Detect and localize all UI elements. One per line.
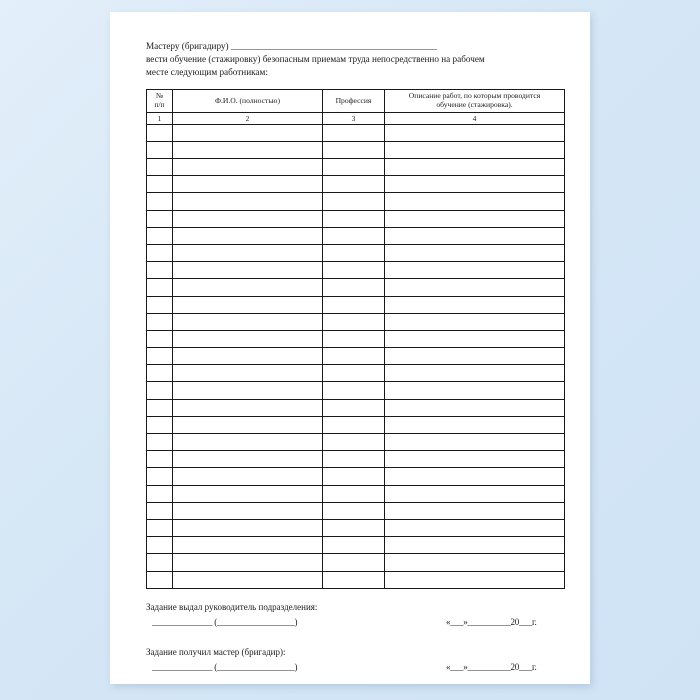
table-cell xyxy=(173,330,323,347)
intro-label: Мастеру (бригадиру) xyxy=(146,41,229,51)
table-row xyxy=(147,159,565,176)
table-cell xyxy=(173,193,323,210)
table-cell xyxy=(173,434,323,451)
table-cell xyxy=(385,313,565,330)
table-cell xyxy=(173,279,323,296)
table-cell xyxy=(323,365,385,382)
table-cell xyxy=(323,382,385,399)
table-body xyxy=(147,124,565,588)
table-row xyxy=(147,571,565,588)
table-cell xyxy=(173,382,323,399)
column-header-number-line2: п/п xyxy=(154,99,165,109)
table-cell xyxy=(385,468,565,485)
table-cell xyxy=(173,485,323,502)
table-cell xyxy=(173,141,323,158)
table-cell xyxy=(385,141,565,158)
table-cell xyxy=(147,502,173,519)
table-cell xyxy=(147,296,173,313)
table-cell xyxy=(385,502,565,519)
intro-line-2: вести обучение (стажировку) безопасным приемам труда непосредственно на рабочем xyxy=(146,54,485,65)
table-cell xyxy=(385,124,565,141)
table-row xyxy=(147,468,565,485)
column-header-fullname: Ф.И.О. (полностью) xyxy=(173,90,323,112)
column-header-description-line1: Описание работ, по которым проводится xyxy=(408,91,541,101)
column-header-description-line2: обучение (стажировка). xyxy=(436,99,513,109)
table-cell xyxy=(173,313,323,330)
table-row xyxy=(147,434,565,451)
table-row xyxy=(147,382,565,399)
table-cell xyxy=(147,571,173,588)
table-row xyxy=(147,348,565,365)
table-cell xyxy=(323,348,385,365)
table-cell xyxy=(323,485,385,502)
table-cell xyxy=(323,313,385,330)
footer-issued-signature: ______________ (__________________) xyxy=(152,616,298,627)
table-row xyxy=(147,244,565,261)
table-row xyxy=(147,124,565,141)
table-cell xyxy=(385,416,565,433)
table-row xyxy=(147,313,565,330)
table-cell xyxy=(385,296,565,313)
table-cell xyxy=(173,159,323,176)
table-row xyxy=(147,296,565,313)
table-cell xyxy=(173,571,323,588)
number-cell-3: 3 xyxy=(323,112,385,124)
table-cell xyxy=(323,193,385,210)
table-cell xyxy=(385,554,565,571)
table-cell xyxy=(147,279,173,296)
table-cell xyxy=(173,399,323,416)
table-cell xyxy=(147,313,173,330)
table-cell xyxy=(147,537,173,554)
table-cell xyxy=(147,434,173,451)
table-cell xyxy=(147,227,173,244)
table-cell xyxy=(323,399,385,416)
table-cell xyxy=(323,468,385,485)
intro-line-3: месте следующим работникам: xyxy=(146,67,268,78)
table-cell xyxy=(385,382,565,399)
table-row xyxy=(147,141,565,158)
table-cell xyxy=(385,571,565,588)
table-number-row xyxy=(147,112,565,124)
table-cell xyxy=(323,262,385,279)
table-row xyxy=(147,485,565,502)
table-cell xyxy=(147,244,173,261)
table-cell xyxy=(385,330,565,347)
table-cell xyxy=(147,382,173,399)
table-cell xyxy=(147,519,173,536)
table-cell xyxy=(323,416,385,433)
table-row xyxy=(147,330,565,347)
table-cell xyxy=(385,451,565,468)
table-cell xyxy=(323,434,385,451)
table-cell xyxy=(147,124,173,141)
footer-received-date: «___»__________20___г. xyxy=(446,661,537,672)
table-cell xyxy=(323,502,385,519)
table-cell xyxy=(323,210,385,227)
table-cell xyxy=(147,262,173,279)
table-cell xyxy=(173,176,323,193)
table-cell xyxy=(385,399,565,416)
table-cell xyxy=(147,141,173,158)
table-cell xyxy=(147,485,173,502)
table-cell xyxy=(147,193,173,210)
workers-table xyxy=(146,89,565,589)
table-cell xyxy=(147,330,173,347)
footer-received-row xyxy=(146,662,568,675)
footer-block-issued xyxy=(146,602,568,630)
table-cell xyxy=(385,227,565,244)
table-header-row xyxy=(147,90,565,112)
column-header-number xyxy=(147,90,173,112)
table-cell xyxy=(173,227,323,244)
table-row xyxy=(147,554,565,571)
footer-block-received xyxy=(146,647,568,675)
table-cell xyxy=(385,279,565,296)
table-cell xyxy=(173,416,323,433)
table-cell xyxy=(147,210,173,227)
table-cell xyxy=(323,227,385,244)
page-content xyxy=(146,40,568,692)
table-cell xyxy=(385,210,565,227)
document-footer xyxy=(146,602,568,675)
intro-line-1 xyxy=(146,40,568,53)
table-cell xyxy=(385,434,565,451)
table-cell xyxy=(173,296,323,313)
table-cell xyxy=(147,365,173,382)
table-cell xyxy=(173,262,323,279)
table-cell xyxy=(147,348,173,365)
table-cell xyxy=(385,365,565,382)
table-cell xyxy=(323,244,385,261)
table-cell xyxy=(173,451,323,468)
footer-issued-date: «___»__________20___г. xyxy=(446,616,537,627)
table-cell xyxy=(323,176,385,193)
table-row xyxy=(147,502,565,519)
table-cell xyxy=(173,537,323,554)
table-cell xyxy=(385,193,565,210)
table-row xyxy=(147,227,565,244)
table-row xyxy=(147,176,565,193)
table-cell xyxy=(323,554,385,571)
table-row xyxy=(147,262,565,279)
table-cell xyxy=(385,519,565,536)
table-cell xyxy=(173,124,323,141)
column-header-description xyxy=(385,90,565,112)
table-cell xyxy=(173,554,323,571)
table-cell xyxy=(147,468,173,485)
table-cell xyxy=(173,365,323,382)
footer-received-signature: ______________ (__________________) xyxy=(152,661,298,672)
table-cell xyxy=(323,159,385,176)
table-cell xyxy=(323,451,385,468)
table-row xyxy=(147,193,565,210)
table-cell xyxy=(147,176,173,193)
table-cell xyxy=(385,485,565,502)
table-cell xyxy=(147,416,173,433)
table-cell xyxy=(323,279,385,296)
table-cell xyxy=(323,296,385,313)
table-cell xyxy=(323,141,385,158)
footer-received-title: Задание получил мастер (бригадир): xyxy=(146,646,286,657)
table-cell xyxy=(323,124,385,141)
table-cell xyxy=(147,451,173,468)
footer-issued-title: Задание выдал руководитель подразделения: xyxy=(146,601,318,612)
table-cell xyxy=(147,159,173,176)
table-row xyxy=(147,451,565,468)
number-cell-2: 2 xyxy=(173,112,323,124)
table-row xyxy=(147,416,565,433)
table-cell xyxy=(173,468,323,485)
intro-paragraph xyxy=(146,40,568,79)
table-cell xyxy=(385,262,565,279)
table-cell xyxy=(323,537,385,554)
document-page xyxy=(110,12,590,684)
table-row xyxy=(147,210,565,227)
table-cell xyxy=(385,159,565,176)
table-cell xyxy=(385,244,565,261)
table-row xyxy=(147,279,565,296)
table-cell xyxy=(173,244,323,261)
intro-blank-line: _________________________________________________ xyxy=(230,41,437,51)
table-cell xyxy=(173,502,323,519)
table-cell xyxy=(147,399,173,416)
column-header-profession: Профессия xyxy=(323,90,385,112)
table-cell xyxy=(385,537,565,554)
table-row xyxy=(147,537,565,554)
table-row xyxy=(147,399,565,416)
number-cell-1: 1 xyxy=(147,112,173,124)
table-cell xyxy=(323,330,385,347)
table-cell xyxy=(385,348,565,365)
table-cell xyxy=(147,554,173,571)
table-cell xyxy=(173,348,323,365)
table-row xyxy=(147,365,565,382)
number-cell-4: 4 xyxy=(385,112,565,124)
table-cell xyxy=(173,210,323,227)
footer-issued-row xyxy=(146,617,568,630)
table-row xyxy=(147,519,565,536)
table-cell xyxy=(323,519,385,536)
column-header-number-line1: № xyxy=(155,91,164,101)
table-head xyxy=(147,90,565,124)
table-cell xyxy=(323,571,385,588)
table-cell xyxy=(385,176,565,193)
table-cell xyxy=(173,519,323,536)
